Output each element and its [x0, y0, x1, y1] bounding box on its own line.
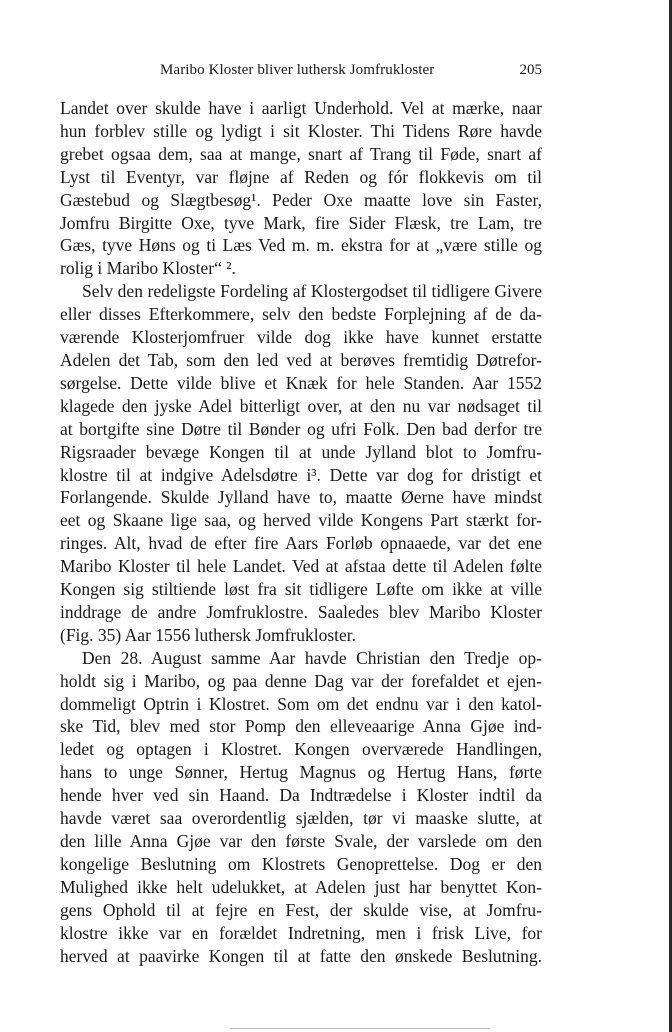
text-line: klostre ikke var en forældet Indretning, men i frisk Live, for [60, 922, 542, 943]
text-line: rolig i Maribo Kloster“ ². [60, 258, 236, 279]
text-line: klagede den jyske Adel bitterligt over, at den nu var nødsaget til [60, 395, 542, 416]
text-line: Den 28. August samme Aar havde Christian den Tredje op- [82, 647, 542, 668]
text-line: eller disses Efterkommere, selv den bedste Forplejning af de da- [60, 304, 542, 325]
text-line: kongelige Beslutning om Klostrets Genoprettelse. Dog er den [60, 853, 542, 874]
text-line: Rigsraader bevæge Kongen til at unde Jylland blot to Jomfru- [60, 441, 542, 462]
text-line: herved at paavirke Kongen til at fatte den ønskede Beslutning. [60, 945, 542, 966]
text-line: Selv den redeligste Fordeling af Klostergodset til tidligere Givere [82, 281, 542, 302]
text-line: sørgelse. Dette vilde blive et Knæk for hele Standen. Aar 1552 [60, 372, 542, 393]
text-line: Forlangende. Skulde Jylland have to, maatte Øerne have mindst [60, 487, 542, 508]
body-text [60, 97, 542, 967]
text-line: hende hver ved sin Haand. Da Indtrædelse i Kloster indtil da [60, 785, 542, 806]
text-line: klostre til at indgive Adelsdøtre i³. Dette var dog for dristigt et [60, 464, 542, 485]
text-line: værende Klosterjomfruer vilde dog ikke have kunnet erstatte [60, 327, 542, 348]
text-line: hun forblev stille og lydigt i sit Kloster. Thi Tidens Røre havde [60, 120, 542, 141]
text-line: eet og Skaane lige saa, og herved vilde Kongens Part stærkt for- [60, 510, 542, 531]
text-line: ledet og optagen i Klostret. Kongen overværede Handlingen, [60, 739, 542, 760]
text-line: Gæstebud og Slægtbesøg¹. Peder Oxe maatte love sin Faster, [60, 189, 542, 210]
text-line: ringes. Alt, hvad de efter fire Aars Forløb opnaaede, var det ene [60, 533, 542, 554]
page-number: 205 [519, 62, 542, 78]
text-line: gens Ophold til at fejre en Fest, der skulde vise, at Jomfru- [60, 899, 542, 920]
text-line: ske Tid, blev med stor Pomp den elleveaarige Anna Gjøe ind- [60, 716, 542, 737]
text-line: den lille Anna Gjøe var den første Svale, der varslede om den [60, 831, 542, 851]
text-line: hans to unge Sønner, Hertug Magnus og Hertug Hans, førte [60, 762, 542, 783]
scan-bottom-mark [230, 1028, 490, 1029]
text-line: at bortgifte sine Døtre til Bønder og ufri Folk. Den bad derfor tre [60, 418, 542, 439]
text-line: Landet over skulde have i aarligt Underhold. Vel at mærke, naar [60, 98, 542, 118]
text-line: Gæs, tyve Høns og ti Læs Ved m. m. ekstra for at „være stille og [60, 235, 542, 256]
text-line: (Fig. 35) Aar 1556 luthersk Jomfrukloster. [60, 624, 357, 645]
text-line: Kongen sig stiltiende løst fra sit tidligere Løfte om ikke at ville [60, 579, 542, 600]
text-line: Lyst til Eventyr, var fløjne af Reden og fór flokkevis om til [60, 166, 542, 187]
text-line: Maribo Kloster til hele Landet. Ved at afstaa dette til Adelen følte [60, 556, 542, 577]
text-line: dommeligt Optrin i Klostret. Som om det endnu var i den katol- [60, 693, 542, 714]
text-line: Mulighed ikke helt udelukket, at Adelen just har benyttet Kon- [60, 876, 542, 897]
text-line: grebet ogsaa dem, saa at mange, snart af Trang til Føde, snart af [60, 143, 542, 164]
text-line: holdt sig i Maribo, og paa denne Dag var der forefaldet et ejen- [60, 670, 542, 691]
text-line: Jomfru Birgitte Oxe, tyve Mark, fire Sider Flæsk, tre Lam, tre [60, 212, 542, 233]
text-line: inddrage de andre Jomfruklostre. Saaledes blev Maribo Kloster [60, 601, 542, 622]
text-line: havde været saa overordentlig sjælden, tør vi maaske slutte, at [60, 808, 542, 829]
page-header [60, 62, 542, 84]
text-line: Adelen det Tab, som den led ved at berøves fremtidig Døtrefor- [60, 349, 542, 370]
running-title: Maribo Kloster bliver luthersk Jomfrukloster [160, 62, 435, 78]
